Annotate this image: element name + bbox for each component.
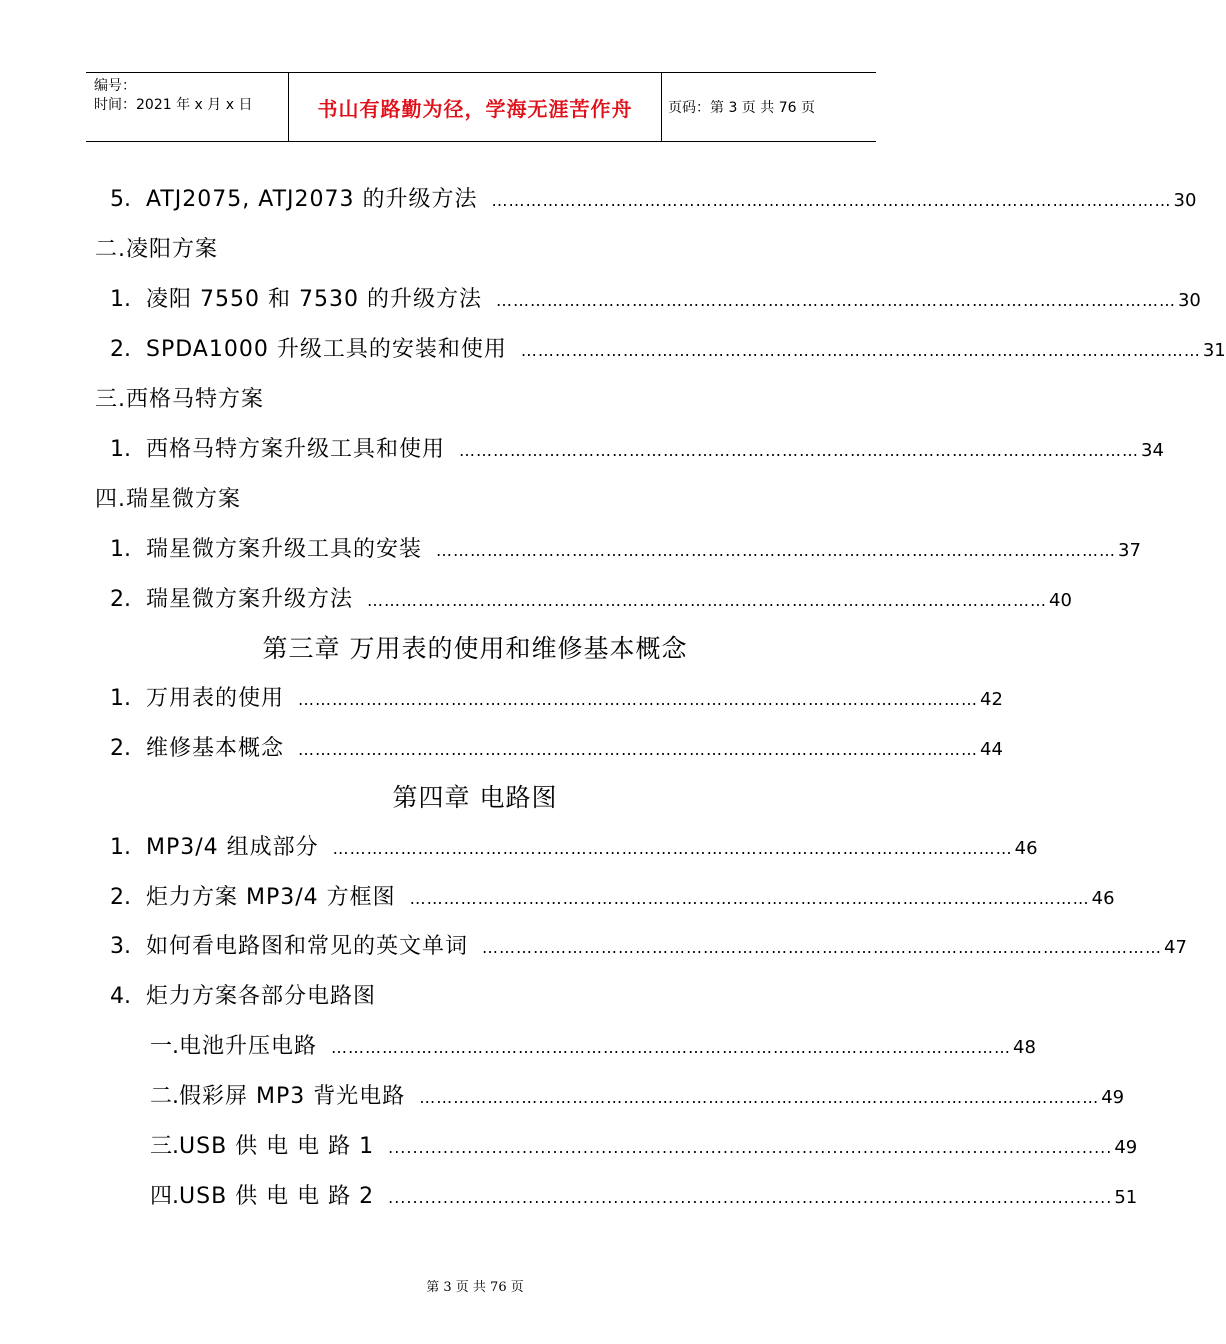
toc-leader-dots: …………………………………………………………………………………………………………	[419, 1088, 1100, 1107]
toc-entry-title: 瑞星微方案升级工具的安装	[146, 537, 423, 562]
toc-entry-title: MP3/4 组成部分	[146, 835, 319, 860]
toc-entry[interactable]	[0, 535, 1141, 565]
document-date-label: 时间：2021 年 x 月 x 日	[94, 97, 253, 113]
toc-leader-dots: …………………………………………………………………………………………………………	[491, 191, 1172, 210]
toc-entry-title: SPDA1000 升级工具的安装和使用	[146, 337, 507, 362]
toc-leader-dots: …………………………………………………………………………………………………………	[367, 591, 1048, 610]
toc-leader-dots: .......................................................................................................................	[388, 1188, 1113, 1207]
toc-entry-title: ATJ2075, ATJ2073 的升级方法	[146, 187, 478, 212]
toc-entry[interactable]	[0, 185, 1197, 215]
toc-entry-number: 2.	[110, 337, 131, 362]
toc-leader-dots: …………………………………………………………………………………………………………	[482, 938, 1163, 957]
toc-section-title: 三.西格马特方案	[95, 387, 264, 412]
toc-leader-dots: …………………………………………………………………………………………………………	[495, 291, 1176, 310]
toc-entry-number: 3.	[110, 934, 131, 959]
toc-entry-title: 炬力方案各部分电路图	[146, 984, 377, 1009]
toc-entry-number: 一.	[150, 1034, 179, 1059]
toc-entry-title: 西格马特方案升级工具和使用	[146, 437, 446, 462]
toc-entry-page: 51	[1114, 1187, 1138, 1208]
toc-leader-dots: .......................................................................................................................	[388, 1138, 1113, 1157]
toc-chapter-heading[interactable]	[0, 783, 950, 813]
toc-entry-title: USB 供 电 电 路 2	[179, 1184, 375, 1209]
toc-entry-title: 电池升压电路	[179, 1034, 318, 1059]
toc-entry-number: 三.	[150, 1134, 179, 1159]
toc-entry-title: 凌阳 7550 和 7530 的升级方法	[146, 287, 482, 312]
toc-entry-page: 34	[1141, 440, 1164, 461]
toc-entry-page: 30	[1177, 290, 1201, 311]
toc-section-heading[interactable]	[0, 385, 950, 415]
toc-entry-page: 40	[1049, 590, 1072, 611]
toc-entry[interactable]	[0, 585, 1072, 615]
toc-subentry[interactable]	[0, 1182, 1138, 1212]
toc-entry-page: 48	[1013, 1037, 1036, 1058]
toc-entry-title: USB 供 电 电 路 1	[179, 1134, 375, 1159]
toc-entry-page: 44	[980, 739, 1003, 760]
toc-entry[interactable]	[0, 982, 950, 1012]
toc-leader-dots: …………………………………………………………………………………………………………	[298, 740, 979, 759]
toc-chapter-heading[interactable]	[0, 634, 950, 664]
toc-entry-page: 46	[1091, 888, 1115, 909]
toc-subentry[interactable]	[0, 1082, 1125, 1112]
toc-subentry[interactable]	[0, 1132, 1138, 1162]
toc-entry-number: 四.	[150, 1184, 179, 1209]
toc-entry-number: 1.	[110, 686, 131, 711]
toc-entry[interactable]	[0, 285, 1201, 315]
toc-entry-page: 31	[1202, 340, 1226, 361]
header-motto: 书山有路勤为径，学海无涯苦作舟	[288, 73, 662, 141]
toc-entry-page: 37	[1118, 540, 1141, 561]
toc-leader-dots: …………………………………………………………………………………………………………	[331, 1038, 1012, 1057]
toc-leader-dots: …………………………………………………………………………………………………………	[298, 690, 979, 709]
toc-entry-page: 42	[980, 689, 1003, 710]
toc-leader-dots: …………………………………………………………………………………………………………	[332, 839, 1013, 858]
toc-leader-dots: …………………………………………………………………………………………………………	[520, 341, 1201, 360]
toc-entry[interactable]	[0, 883, 1115, 913]
toc-leader-dots: …………………………………………………………………………………………………………	[459, 441, 1140, 460]
toc-section-heading[interactable]	[0, 235, 950, 265]
toc-entry-number: 5.	[110, 187, 131, 212]
toc-section-title: 二.凌阳方案	[95, 237, 218, 262]
toc-entry-number: 二.	[150, 1084, 179, 1109]
header-page-info: 页码：第 3 页 共 76 页	[668, 100, 815, 116]
toc-entry-page: 30	[1173, 190, 1197, 211]
toc-entry-title: 如何看电路图和常见的英文单词	[146, 934, 469, 959]
toc-entry-number: 4.	[110, 984, 131, 1009]
toc-entry-number: 2.	[110, 587, 131, 612]
toc-entry[interactable]	[0, 932, 1187, 962]
toc-entry-page: 49	[1114, 1137, 1138, 1158]
toc-entry[interactable]	[0, 833, 1038, 863]
toc-entry-title: 瑞星微方案升级方法	[146, 587, 354, 612]
toc-chapter-title: 第四章 电路图	[392, 783, 558, 812]
toc-entry[interactable]	[0, 684, 1003, 714]
toc-entry-number: 1.	[110, 537, 131, 562]
toc-entry-number: 1.	[110, 835, 131, 860]
toc-entry-title: 万用表的使用	[146, 686, 285, 711]
toc-entry[interactable]	[0, 335, 1226, 365]
toc-entry-page: 46	[1014, 838, 1038, 859]
page-footer: 第 3 页 共 76 页	[426, 1280, 524, 1295]
toc-entry-number: 2.	[110, 736, 131, 761]
toc-leader-dots: …………………………………………………………………………………………………………	[436, 541, 1117, 560]
page-header	[86, 72, 876, 142]
toc-chapter-title: 第三章 万用表的使用和维修基本概念	[262, 634, 688, 663]
header-meta	[86, 73, 286, 141]
toc-entry-number: 1.	[110, 437, 131, 462]
toc-entry-page: 49	[1101, 1087, 1125, 1108]
toc-entry-number: 1.	[110, 287, 131, 312]
toc-entry[interactable]	[0, 734, 1003, 764]
toc-entry-title: 维修基本概念	[146, 736, 285, 761]
toc-leader-dots: …………………………………………………………………………………………………………	[409, 889, 1090, 908]
toc-section-title: 四.瑞星微方案	[95, 487, 241, 512]
toc-entry-title: 假彩屏 MP3 背光电路	[179, 1084, 406, 1109]
toc-entry-number: 2.	[110, 885, 131, 910]
toc-entry[interactable]	[0, 435, 1164, 465]
toc-section-heading[interactable]	[0, 485, 950, 515]
toc-entry-page: 47	[1164, 937, 1187, 958]
document-number-label: 编号：	[94, 78, 136, 94]
toc-subentry[interactable]	[0, 1032, 1036, 1062]
toc-entry-title: 炬力方案 MP3/4 方框图	[146, 885, 396, 910]
